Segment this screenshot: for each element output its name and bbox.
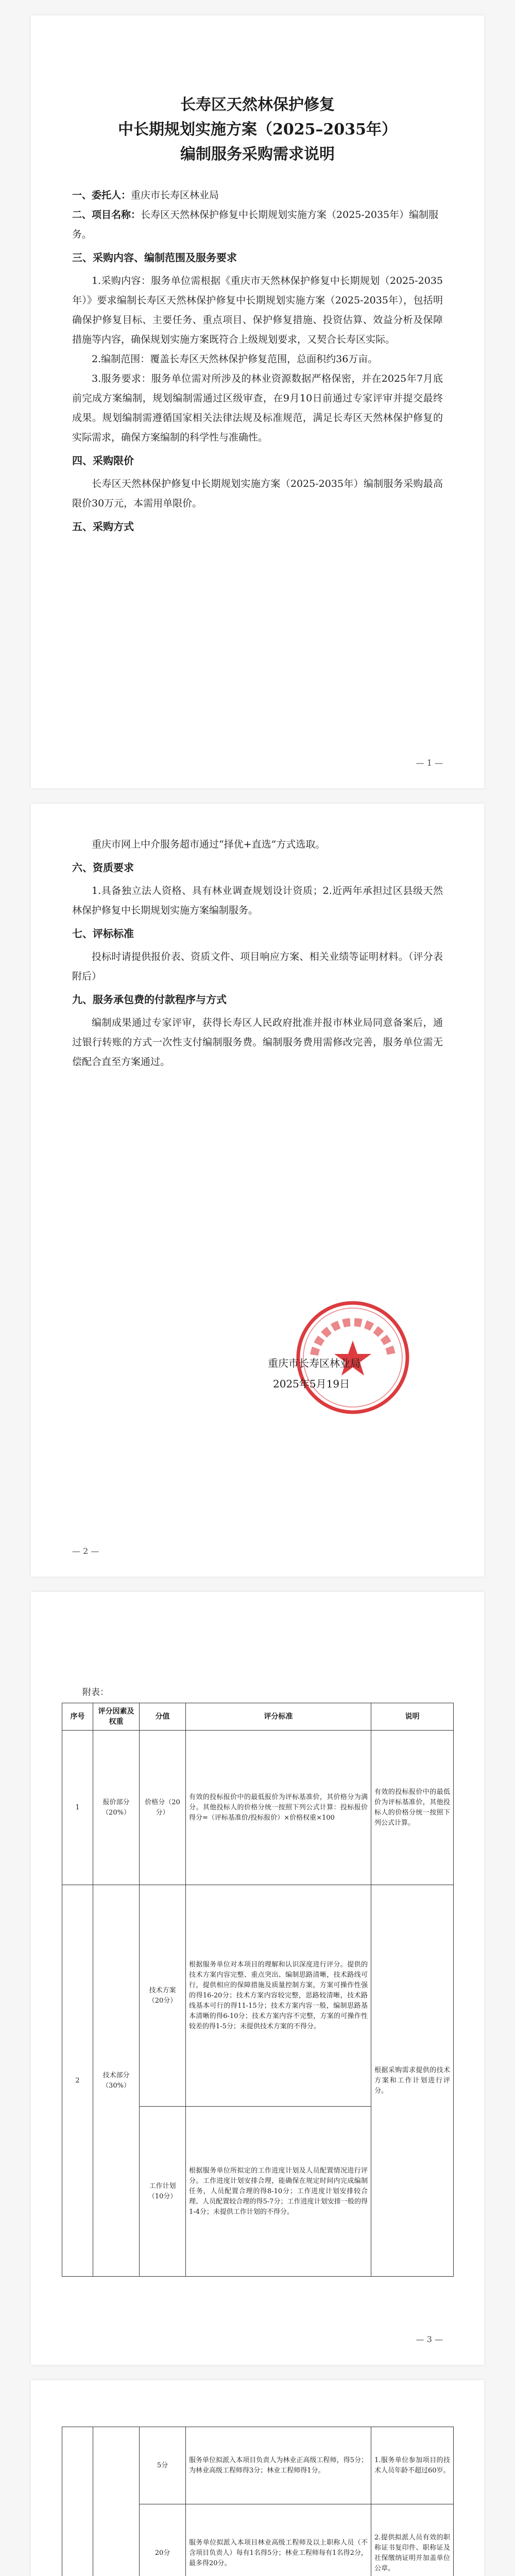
scoring-table (62, 1703, 454, 2277)
scope-paragraph: 2.编制范围：覆盖长寿区天然林保护修复范围，总面积约36万亩。 (92, 353, 378, 365)
row-criteria: 有效的投标报价中的最低报价为评标基准价，其价格分为满分。其他投标人的价格分统一按照下列公式计算：投标报价得分=（评标基准价/投标报价）×价格权重×100 (186, 1731, 371, 1885)
row-criteria: 服务单位拟派入本项目林业高级工程师及以上职称人员（不含项目负责人）每有1名得5分；林业工程师每有1名得2分，最多得20分。 (186, 2504, 371, 2576)
header-criteria: 评分标准 (186, 1703, 371, 1731)
document-title (72, 93, 443, 167)
row-no (62, 2427, 93, 2576)
header-no: 序号 (62, 1703, 93, 1731)
table-row (62, 1885, 454, 2107)
row-no: 1 (62, 1731, 93, 1885)
section-9-heading: 九、服务承包费的付款程序与方式 (72, 993, 227, 1006)
section-7-heading: 七、评标标准 (72, 927, 134, 940)
row-note: 有效的投标报价中的最低价为评标基准价，其他投标人的价格分统一按照下列公式计算。 (371, 1731, 454, 1885)
section-4-heading: 四、采购限价 (72, 454, 134, 467)
row-score: 20分 (140, 2504, 186, 2576)
qualification-paragraph: 1.具备独立法人资格、具有林业调查规划设计资质；2.近两年承担过区县级天然林保护修复中长期规划实施方案编制服务。 (72, 885, 443, 916)
section-6-heading: 六、资质要求 (72, 861, 134, 874)
project-label: 二、项目名称： (72, 209, 141, 221)
signature-block (258, 1298, 422, 1432)
title-line-3: 编制服务采购需求说明 (180, 145, 335, 163)
price-limit-paragraph: 长寿区天然林保护修复中长期规划实施方案（2025-2035年）编制服务采购最高限价30万元，本需用单限价。 (72, 478, 443, 509)
row-criteria: 根据服务单位所拟定的工作进度计划及人员配置情况进行评分。工作进度计划安排合理，能确保在规定时间内完成编制任务，人员配置合理的得8-10分；工作进度计划安排较合理、人员配置较合理的得5-7分；工作进度计划安排一般的得1-4分；未提供工作计划的不得分。 (186, 2107, 371, 2277)
row-no: 2 (62, 1885, 93, 2277)
title-line-1: 长寿区天然林保护修复 (180, 96, 335, 114)
row-note: 根据采购需求提供的技术方案和工作计划进行评分。 (371, 1885, 454, 2277)
client-item (72, 185, 443, 205)
page-number-2: — 2 — (72, 1546, 99, 1556)
signing-organization: 重庆市长寿区林业局 (268, 1357, 360, 1369)
row-score: 5分 (140, 2427, 186, 2504)
row-note: 1.服务单位参加项目的技术人员年龄不超过60岁。 (371, 2427, 454, 2504)
page-number-1: — 1 — (416, 758, 443, 768)
row-factor (93, 2427, 140, 2576)
row-factor: 技术部分（30%） (93, 1885, 140, 2277)
table-row (62, 1731, 454, 1885)
row-criteria: 服务单位拟派入本项目负责人为林业正高级工程师，得5分；为林业高级工程师得3分；林业工程师得1分。 (186, 2427, 371, 2504)
client-label: 一、委托人： (72, 190, 131, 201)
purchase-content-paragraph: 1.采购内容：服务单位需根据《重庆市天然林保护修复中长期规划（2025-2035年）》要求编制长寿区天然林保护修复中长期规划实施方案（2025-2035年），包括明确保护修复目标、主要任务、重点项目、保护修复措施、投资估算、效益分析及保障措施等内容，确保规划实施方案既符合上级规划要求，又契合长寿区实际。 (72, 275, 443, 345)
row-score: 价格分（20分） (140, 1731, 186, 1885)
row-criteria: 根据服务单位对本项目的理解和认识深度进行评分。提供的技术方案内容完整、重点突出、编制思路清晰，技术路线可行，提供相应的保障措施及质量控制方案，方案可操作性强的得16-20分；技术方案内容较完整，思路较清晰，技术路线基本可行的得11-15分；技术方案内容一般，编制思路基本清晰的得6-10分；技术方案内容不完整，方案的可操作性较差的得1-5分；未提供技术方案的不得分。 (186, 1885, 371, 2107)
page-1 (31, 15, 484, 788)
signing-date: 2025年5月19日 (273, 1378, 350, 1390)
annex-label: 附表： (82, 1687, 109, 1698)
row-note: 2.提供拟派人员有效的职称证书复印件、职称证及社保缴纳证明并加盖单位公章。 (371, 2504, 454, 2576)
section-5-heading: 五、采购方式 (72, 520, 134, 533)
row-score: 工作计划（10分） (140, 2107, 186, 2277)
table-row (62, 2427, 454, 2504)
project-value: 长寿区天然林保护修复中长期规划实施方案（2025-2035年）编制服务。 (72, 209, 439, 240)
project-item (72, 205, 443, 244)
header-note: 说明 (371, 1703, 454, 1731)
payment-paragraph: 编制成果通过专家评审，获得长寿区人民政府批准并报市林业局同意备案后，通过银行转账的方式一次性支付编制服务费。编制服务费用需修改完善，服务单位需无偿配合直至方案通过。 (72, 1017, 443, 1067)
page-2 (31, 804, 484, 1577)
page-4 (31, 2380, 484, 2576)
row-score: 技术方案（20分） (140, 1885, 186, 2107)
header-score: 分值 (140, 1703, 186, 1731)
evaluation-paragraph: 投标时请提供报价表、资质文件、项目响应方案、相关业绩等证明材料。（评分表附后） (72, 951, 443, 982)
scoring-table-continued (62, 2427, 454, 2576)
section-3-heading: 三、采购内容、编制范围及服务要求 (72, 251, 237, 264)
header-factor: 评分因素及权重 (93, 1703, 140, 1731)
page-number-3: — 3 — (416, 2334, 443, 2344)
procurement-method-paragraph: 重庆市网上中介服务超市通过“择优+直选”方式选取。 (92, 839, 325, 850)
table-header-row (62, 1703, 454, 1731)
client-value: 重庆市长寿区林业局 (131, 190, 219, 201)
title-line-2: 中长期规划实施方案（2025–2035年） (118, 121, 397, 139)
row-factor: 报价部分（20%） (93, 1731, 140, 1885)
service-requirement-paragraph: 3.服务要求：服务单位需对所涉及的林业资源数据严格保密，并在2025年7月底前完成方案编制，规划编制需通过区级审查，在9月10日前通过专家评审并提交最终成果。规划编制需遵循国家相关法律法规及标准规范，满足长寿区天然林保护修复的实际需求，确保方案编制的科学性与准确性。 (72, 373, 443, 443)
page-3 (31, 1592, 484, 2365)
